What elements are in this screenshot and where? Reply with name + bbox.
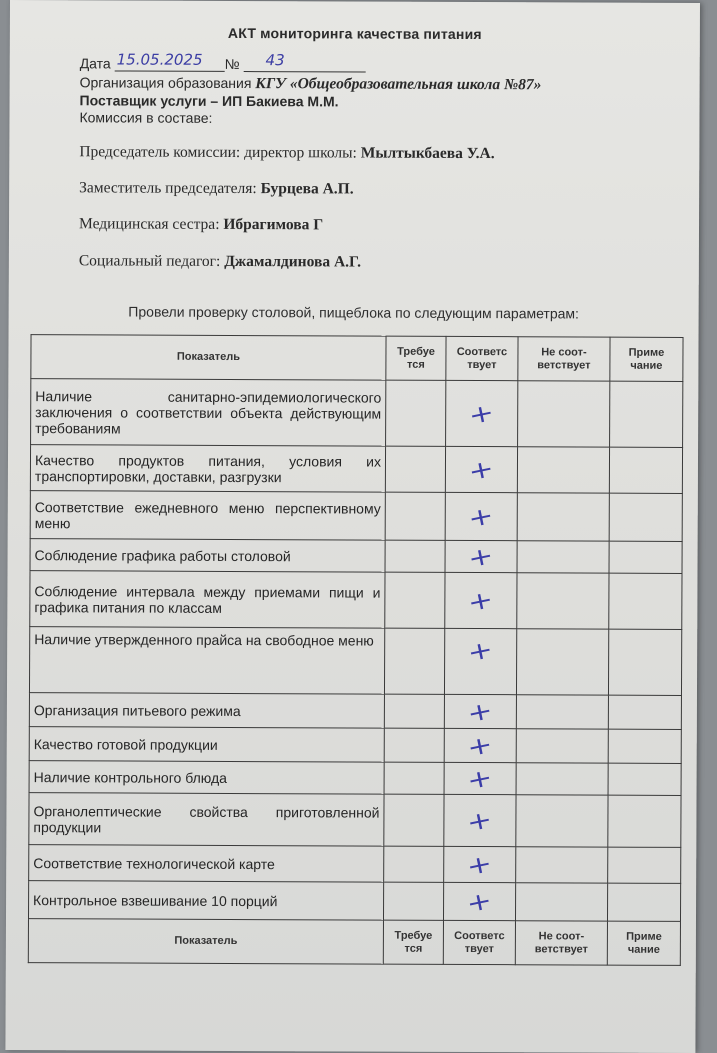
row-note [608,729,681,763]
row-complies [444,694,516,728]
row-complies [446,380,518,446]
row-indicator: Наличие утвержденного прайса на свободное меню [29,627,384,695]
inspection-table [28,334,684,966]
header-note: Приме чание [610,337,683,381]
row-not-complies [517,493,609,541]
handwritten-check-mark: + [465,634,496,668]
handwritten-check-mark: + [464,848,495,881]
date-field [115,50,225,71]
row-complies [443,882,515,920]
row-required [384,728,444,762]
row-complies [444,628,516,694]
row-required [385,446,445,492]
row-note [608,629,681,695]
org-value: КГУ «Общеобразовательная школа №87» [255,75,542,94]
row-not-complies [516,729,608,763]
handwritten-check-mark: + [465,540,497,573]
footer-header-not-complies: Не соот- ветствует [515,921,607,965]
row-note [609,493,682,541]
row-not-complies [516,763,608,795]
row-indicator: Наличие санитарно-эпидемиологического заключения о соответствии объекта действующим требованиям [31,379,386,447]
row-complies [444,846,516,882]
table-row [30,539,682,574]
number-label: № [224,55,240,73]
table-row [29,761,681,796]
row-required [385,572,445,628]
row-indicator: Соответствие ежедневного меню перспективному меню [30,491,385,541]
member-deputy [79,180,354,197]
member-name: Ибрагимова Г [223,215,324,234]
row-required [384,794,444,846]
row-note [608,763,681,795]
handwritten-check-mark: + [464,762,496,795]
row-indicator: Наличие контрольного блюда [29,761,384,795]
table-row [30,491,682,542]
member-role: Председатель комиссии: директор школы: [79,143,357,162]
footer-header-note: Приме чание [607,921,680,965]
handwritten-check-mark: + [465,584,497,617]
row-required [385,540,445,572]
footer-header-complies: Соответс твует [443,920,515,964]
member-name: Джамалдинова А.Г. [224,252,362,271]
table-row [29,845,681,884]
date-label: Дата [79,55,111,72]
commission-label: Комиссия в составе: [79,109,213,126]
inspection-intro: Провели проверку столовой, пищеблока по следующим параметрам: [128,303,579,322]
row-not-complies [517,573,609,629]
table-row [29,693,681,730]
number-field [244,51,366,73]
row-note [609,447,682,493]
row-indicator: Соблюдение графика работы столовой [30,539,385,573]
row-complies [445,446,517,492]
number-handwritten: 43 [265,51,285,70]
row-not-complies [516,629,608,695]
table-row [30,571,682,630]
org-line [80,74,542,93]
table-row [30,445,682,494]
row-complies [445,492,517,540]
member-name: Бурцева А.П. [260,180,354,198]
member-chairman [79,144,494,162]
table-header-row [31,335,683,382]
row-indicator: Организация питьевого режима [29,693,384,729]
member-social-teacher [79,253,361,270]
handwritten-check-mark: + [464,885,495,918]
handwritten-check-mark: + [465,729,496,762]
row-indicator: Соблюдение интервала между приемами пищи и графика питания по классам [30,571,385,629]
row-required [384,628,444,694]
member-role: Заместитель председателя: [79,179,257,198]
document-sheet [5,0,700,1053]
row-not-complies [517,447,609,493]
row-note [607,883,680,921]
row-note [608,847,681,883]
row-complies [444,762,516,794]
member-role: Медицинская сестра: [78,215,220,233]
row-not-complies [516,695,608,729]
member-name: Мылтыкбаева У.А. [360,144,495,163]
row-indicator: Качество готовой продукции [29,727,384,763]
handwritten-check-mark: + [466,397,497,430]
table-row [29,793,681,848]
header-complies: Соответс твует [446,336,518,380]
row-note [609,541,682,573]
row-note [608,695,681,729]
row-complies [444,794,516,846]
handwritten-check-mark: + [466,453,497,486]
supplier-line: Поставщик услуги – ИП Бакиева М.М. [79,92,339,110]
table-row [29,727,681,764]
handwritten-check-mark: + [466,500,497,533]
row-indicator: Контрольное взвешивание 10 порций [28,881,383,921]
handwritten-check-mark: + [465,695,496,728]
row-indicator: Соответствие технологической карте [29,845,384,883]
table-footer-header-row [28,919,680,966]
row-not-complies [518,381,610,447]
row-not-complies [515,883,607,921]
date-line [79,50,366,73]
footer-header-required: Требуе тся [383,920,443,964]
header-not-complies: Не соот- ветствует [518,337,610,381]
row-not-complies [516,795,608,847]
row-complies [445,540,517,572]
row-required [384,694,444,728]
row-complies [445,572,517,628]
row-note [608,795,681,847]
footer-header-indicator: Показатель [28,919,383,965]
member-role: Социальный педагог: [78,252,221,270]
row-required [385,492,445,540]
row-not-complies [517,541,609,573]
date-handwritten: 15.05.2025 [116,50,203,69]
header-required: Требуе тся [386,336,446,380]
table-row [28,881,680,922]
document-title: АКТ мониторинга качества питания [227,24,482,43]
row-note [610,381,683,447]
org-label: Организация образования [79,74,252,92]
header-indicator: Показатель [31,335,386,381]
handwritten-check-mark: + [464,804,496,837]
row-complies [444,728,516,762]
row-required [384,762,444,794]
row-indicator: Органолептические свойства приготовленной продукции [29,793,384,847]
table-row [31,379,683,448]
table-row [29,627,681,696]
member-nurse [79,216,323,233]
row-required [386,380,446,446]
row-required [383,882,443,920]
row-not-complies [516,847,608,883]
row-note [609,573,682,629]
row-indicator: Качество продуктов питания, условия их транспортировки, доставки, разгрузки [30,445,385,493]
row-required [384,846,444,882]
